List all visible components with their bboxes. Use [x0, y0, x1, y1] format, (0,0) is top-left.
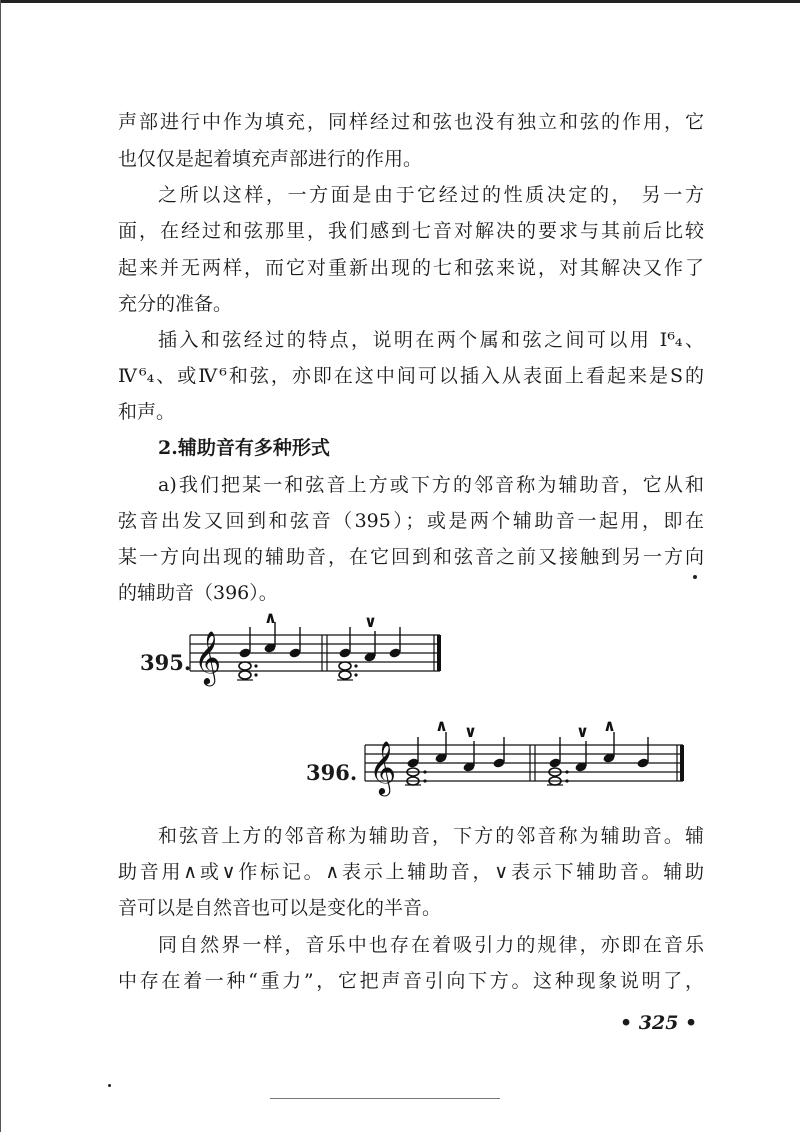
- text-line: a)我们把某一和弦音上方或下方的邻音称为辅助音，它从和: [158, 474, 704, 496]
- lower-neighbor-mark: ∨: [364, 612, 377, 631]
- text-line: 助音用∧或∨作标记。∧表示上辅助音，∨表示下辅助音。辅助: [118, 861, 704, 883]
- music-example-396: [365, 716, 690, 805]
- page-number: • 325 •: [620, 1012, 698, 1034]
- treble-clef-icon: 𝄞: [194, 630, 222, 684]
- text-line: 起来并无两样，而它对重新出现的七和弦来说，对其解决又作了: [118, 257, 704, 279]
- music-example-395: [190, 608, 450, 695]
- example-number: 395.: [140, 650, 192, 675]
- text-line: 某一方向出现的辅助音，在它回到和弦音之前又接触到另一方向: [118, 546, 704, 568]
- text-line: 的辅助音（396）。: [118, 582, 278, 604]
- text-line: 声部进行中作为填充，同样经过和弦也没有独立和弦的作用，它: [118, 111, 704, 133]
- print-speck: [693, 575, 697, 579]
- text-line: 音可以是自然音也可以是变化的半音。: [118, 897, 442, 919]
- lower-neighbor-mark: ∨: [576, 722, 589, 741]
- bottom-edge-rule: [270, 1098, 500, 1099]
- upper-neighbor-mark: ∧: [603, 716, 616, 735]
- text-line: Ⅳ⁶₄、或Ⅳ⁶和弦，亦即在这中间可以插入从表面上看起来是S的: [118, 365, 704, 387]
- print-speck: [108, 1084, 111, 1087]
- lower-neighbor-mark: ∨: [464, 722, 477, 741]
- text-line: 之所以这样，一方面是由于它经过的性质决定的， 另一方: [158, 184, 704, 206]
- text-line: 面，在经过和弦那里，我们感到七音对解决的要求与其前后比较: [118, 220, 704, 242]
- text-line: 中存在着一种“重力”，它把声音引向下方。这种现象说明了，: [118, 970, 704, 992]
- section-heading: 2.辅助音有多种形式: [158, 437, 330, 459]
- treble-clef-icon: 𝄞: [369, 740, 397, 794]
- example-number: 396.: [306, 760, 358, 785]
- text-line: 和声。: [118, 401, 176, 423]
- text-line: 弦音出发又回到和弦音（395）；或是两个辅助音一起用，即在: [118, 510, 704, 532]
- text-line: 充分的准备。: [118, 293, 233, 315]
- top-edge-rule: [0, 0, 800, 3]
- text-line: 也仅仅是起着填充声部进行的作用。: [118, 148, 423, 170]
- text-line: 插入和弦经过的特点，说明在两个属和弦之间可以用 I⁶₄、: [158, 329, 704, 351]
- left-edge-rule: [0, 0, 1, 1132]
- text-line: 和弦音上方的邻音称为辅助音，下方的邻音称为辅助音。辅: [158, 825, 704, 847]
- text-line: 同自然界一样，音乐中也存在着吸引力的规律，亦即在音乐: [158, 934, 704, 956]
- upper-neighbor-mark: ∧: [264, 608, 277, 627]
- upper-neighbor-mark: ∧: [435, 716, 448, 735]
